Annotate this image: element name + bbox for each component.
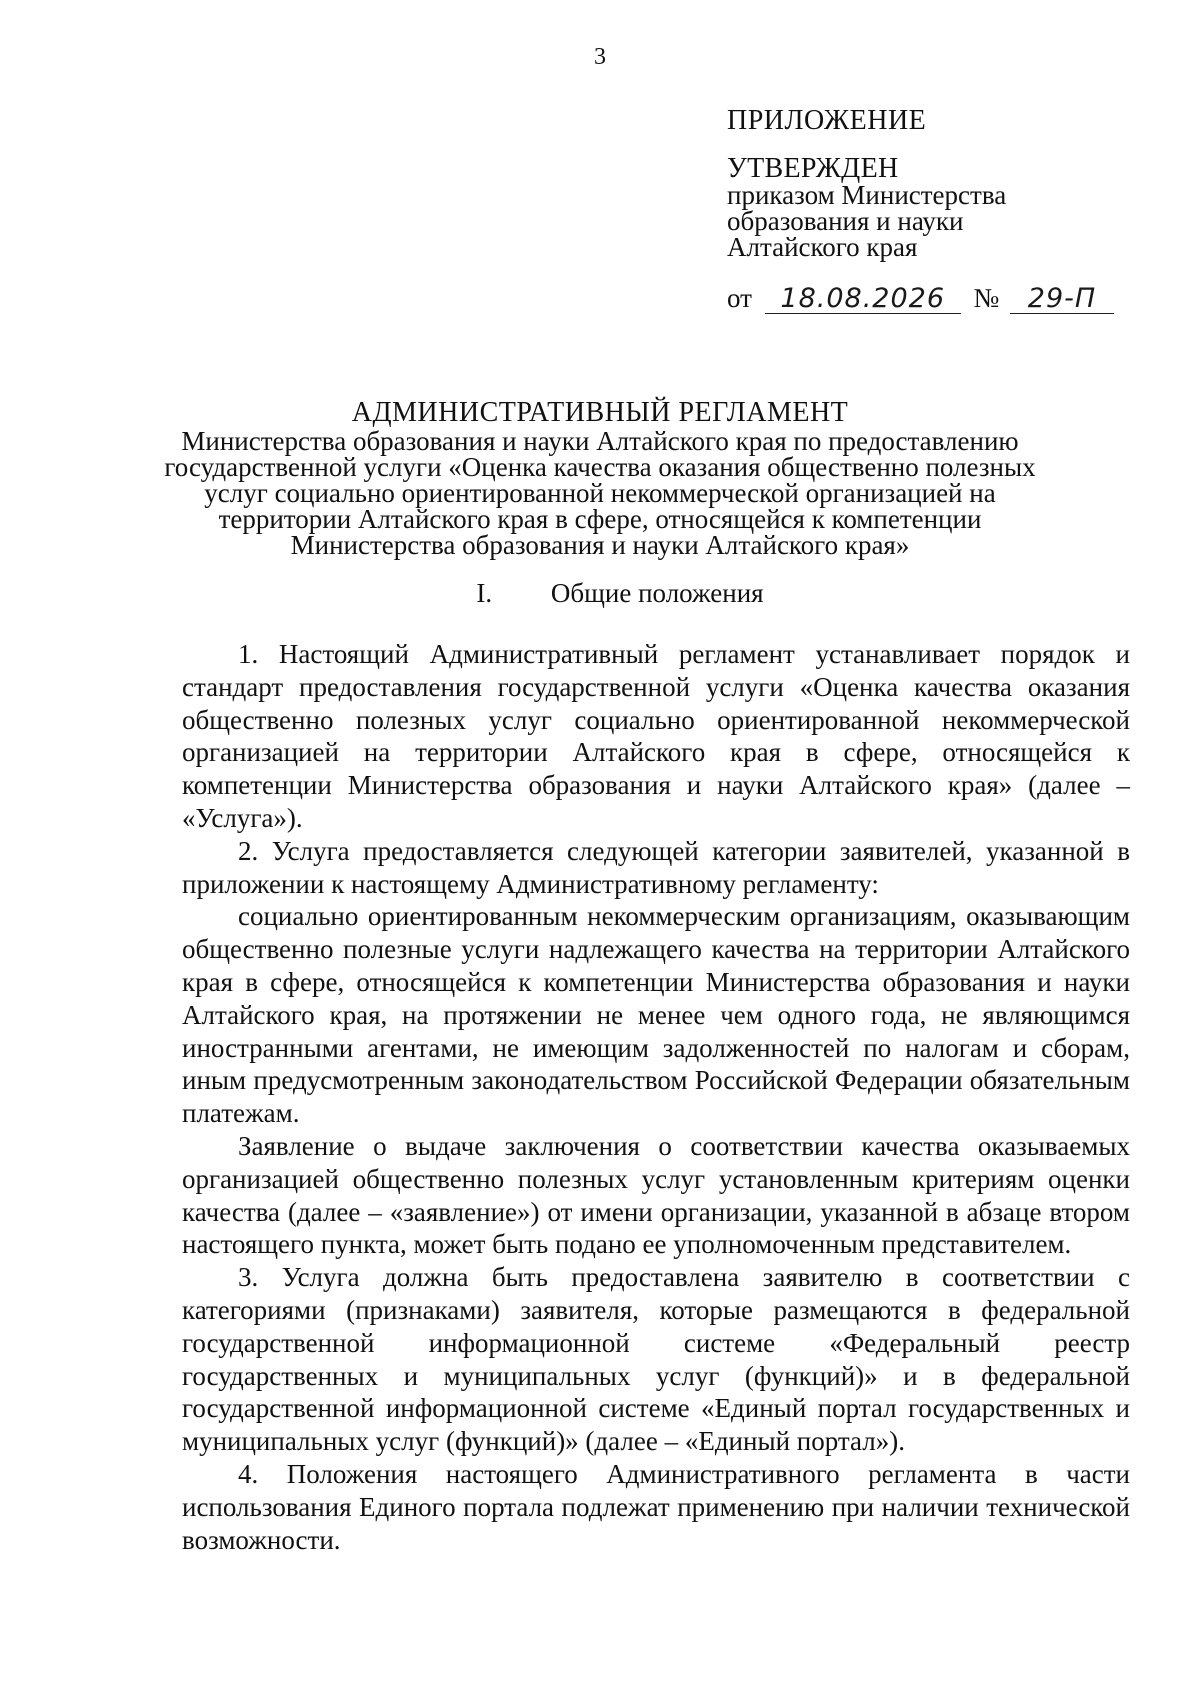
approval-block bbox=[727, 105, 1147, 262]
handwritten-number: 29-П bbox=[1010, 285, 1114, 314]
appendix-label: ПРИЛОЖЕНИЕ bbox=[727, 105, 927, 136]
paragraph: Заявление о выдаче заключения о соответствии качества оказываемых организацией общественно полезных услуг установленным критериям оценки качества (далее – «заявление») от имени организации, указанной в абзаце втором настоящего пункта, может быть подано ее уполномоченным представителем. bbox=[182, 1130, 1130, 1260]
approval-order-line: Алтайского края bbox=[727, 232, 918, 262]
regulation-title-block bbox=[150, 397, 1050, 560]
section-title: Общие положения bbox=[550, 578, 764, 608]
number-sign: № bbox=[973, 283, 1000, 313]
regulation-subtitle-line: услуг социально ориентированной некоммерческой организацией на bbox=[204, 478, 996, 508]
body-text bbox=[182, 638, 1130, 1556]
paragraph: 3. Услуга должна быть предоставлена заявителю в соответствии с категориями (признаками) заявителя, которые размещаются в федеральной государственной информационной системе «Федеральный реестр государственных и муниципальных услуг (функций)» и в федеральной государственной информационной системе «Единый портал государственных и муниципальных услуг (функций)» (далее – «Единый портал»). bbox=[182, 1262, 1130, 1457]
approval-order-line: приказом Министерства bbox=[727, 180, 1007, 210]
date-prefix: от bbox=[727, 283, 752, 313]
regulation-title: АДМИНИСТРАТИВНЫЙ РЕГЛАМЕНТ bbox=[351, 397, 849, 428]
paragraph: 2. Услуга предоставляется следующей категории заявителей, указанной в приложении к настоящему Административному регламенту: bbox=[182, 835, 1130, 899]
regulation-subtitle-line: Министерства образования и науки Алтайского края» bbox=[290, 530, 910, 560]
order-date-number-line bbox=[727, 283, 1114, 317]
paragraph: социально ориентированным некоммерческим организациям, оказывающим общественно полезные услуги надлежащего качества на территории Алтайского края в сфере, относящейся к компетенции Министерства образования и науки Алтайского края, на протяжении не менее чем одного года, не являющимся иностранными агентами, не имеющим задолженностей по налогам и сборам, иным предусмотренным законодательством Российской Федерации обязательным платежам. bbox=[182, 901, 1130, 1129]
handwritten-date: 18.08.2026 bbox=[765, 285, 961, 314]
page-number: 3 bbox=[594, 44, 606, 70]
approval-order-line: образования и науки bbox=[727, 206, 964, 236]
regulation-subtitle-line: территории Алтайского края в сфере, относящейся к компетенции bbox=[218, 504, 982, 534]
approved-label: УТВЕРЖДЕН bbox=[727, 153, 899, 184]
paragraph: 4. Положения настоящего Административного регламента в части использования Единого портала подлежат применению при наличии технической возможности. bbox=[182, 1458, 1130, 1555]
section-heading bbox=[0, 578, 1200, 609]
regulation-subtitle-line: Министерства образования и науки Алтайского края по предоставлению bbox=[181, 426, 1019, 456]
paragraph: 1. Настоящий Административный регламент устанавливает порядок и стандарт предоставления государственной услуги «Оценка качества оказания общественно полезных услуг социально ориентированной некоммерческой организацией на территории Алтайского края в сфере, относящейся к компетенции Министерства образования и науки Алтайского края» (далее – «Услуга»). bbox=[182, 639, 1130, 833]
regulation-subtitle-line: государственной услуги «Оценка качества оказания общественно полезных bbox=[164, 452, 1036, 482]
section-number: I. bbox=[476, 578, 493, 608]
